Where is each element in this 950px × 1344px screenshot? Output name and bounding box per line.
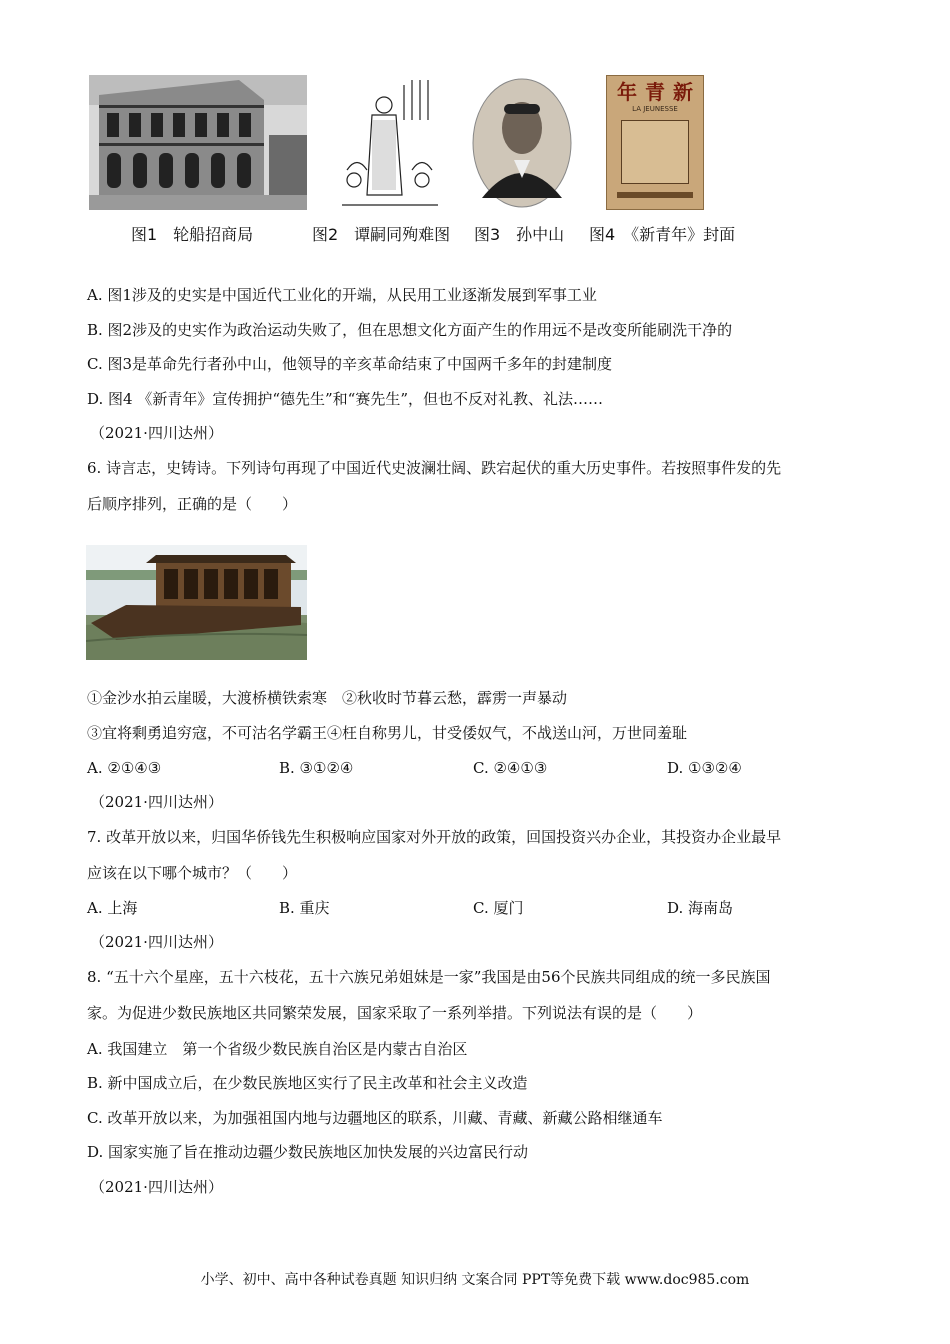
steamship-company-building-image [89,75,307,210]
page-footer: 小学、初中、高中各种试卷真题 知识归纳 文案合同 PPT等免费下载 www.doc985.com [200,1272,750,1288]
q5-option-c: C. 图3是革命先行者孙中山，他领导的辛亥革命结束了中国两千多年的封建制度 [87,355,613,373]
cover-title-char: 新 [673,80,693,104]
q6-option-d: D. ①③②④ [667,759,742,777]
cover-title-char: 青 [645,80,665,104]
q6-poem-line-1: ①金沙水拍云崖暖，大渡桥横铁索寒 ②秋收时节暮云愁，霹雳一声暴动 [87,689,568,707]
q8-stem-line-2: 家。为促进少数民族地区共同繁荣发展，国家采取了一系列举措。下列说法有误的是（ ） [87,1004,703,1022]
cover-title-char: 年 [617,80,637,104]
cover-footer-band [617,192,693,198]
q7-option-b: B. 重庆 [279,899,330,917]
q5-option-a: A. 图1涉及的史实是中国近代工业化的开端，从民用工业逐渐发展到军事工业 [87,286,597,304]
q7-stem-line-2: 应该在以下哪个城市？（ ） [87,864,298,882]
cover-frame [621,120,689,184]
cover-subtitle: LA JEUNESSE [632,105,678,113]
q6-option-b: B. ③①②④ [279,759,354,777]
q6-stem-line-1: 6. 诗言志，史铸诗。下列诗句再现了中国近代史波澜壮阔、跌宕起伏的重大历史事件。若按照事件发的先 [87,459,782,477]
q6-option-c: C. ②④①③ [473,759,548,777]
tan-sitong-illustration-image [342,75,438,210]
q5-option-b: B. 图2涉及的史实作为政治运动失败了，但在思想文化方面产生的作用远不是改变所能刷洗干净的 [87,321,733,339]
q8-option-b: B. 新中国成立后，在少数民族地区实行了民主改革和社会主义改造 [87,1074,528,1092]
q6-stem-line-2: 后顺序排列，正确的是（ ） [87,495,298,513]
figure-caption-1: 图1 轮船招商局 [131,225,254,244]
red-boat-image [86,545,307,660]
q7-stem-line-1: 7. 改革开放以来，归国华侨钱先生积极响应国家对外开放的政策，回国投资兴办企业，其投资办企业最早 [87,828,782,846]
q8-source-tag: （2021·四川达州） [90,1178,223,1196]
q6-poem-line-2: ③宜将剩勇追穷寇，不可沽名学霸王④枉自称男儿，甘受倭奴气，不战送山河，万世同羞耻 [87,724,688,742]
figure-caption-3: 图3 孙中山 [474,225,565,244]
q6-source-tag: （2021·四川达州） [90,793,223,811]
new-youth-cover-image [606,75,704,210]
q8-option-d: D. 国家实施了旨在推动边疆少数民族地区加快发展的兴边富民行动 [87,1143,529,1161]
sun-yat-sen-portrait-image [472,78,572,208]
q8-option-a: A. 我国建立 第一个省级少数民族自治区是内蒙古自治区 [87,1040,468,1058]
figure-caption-4: 图4 《新青年》封面 [589,225,736,244]
q5-option-d: D. 图4 《新青年》宣传拥护“德先生”和“赛先生”，但也不反对礼教、礼法…… [87,390,604,408]
cover-title [607,76,703,104]
q6-option-a: A. ②①④③ [87,759,162,777]
q5-source-tag: （2021·四川达州） [90,424,223,442]
q7-option-c: C. 厦门 [473,899,524,917]
q8-stem-line-1: 8. “五十六个星座，五十六枝花，五十六族兄弟姐妹是一家”我国是由56个民族共同组成的统一多民族国 [87,968,771,986]
q7-source-tag: （2021·四川达州） [90,933,223,951]
q7-option-a: A. 上海 [87,899,138,917]
q8-option-c: C. 改革开放以来，为加强祖国内地与边疆地区的联系，川藏、青藏、新藏公路相继通车 [87,1109,663,1127]
q7-option-d: D. 海南岛 [667,899,734,917]
figure-caption-2: 图2 谭嗣同殉难图 [312,225,451,244]
